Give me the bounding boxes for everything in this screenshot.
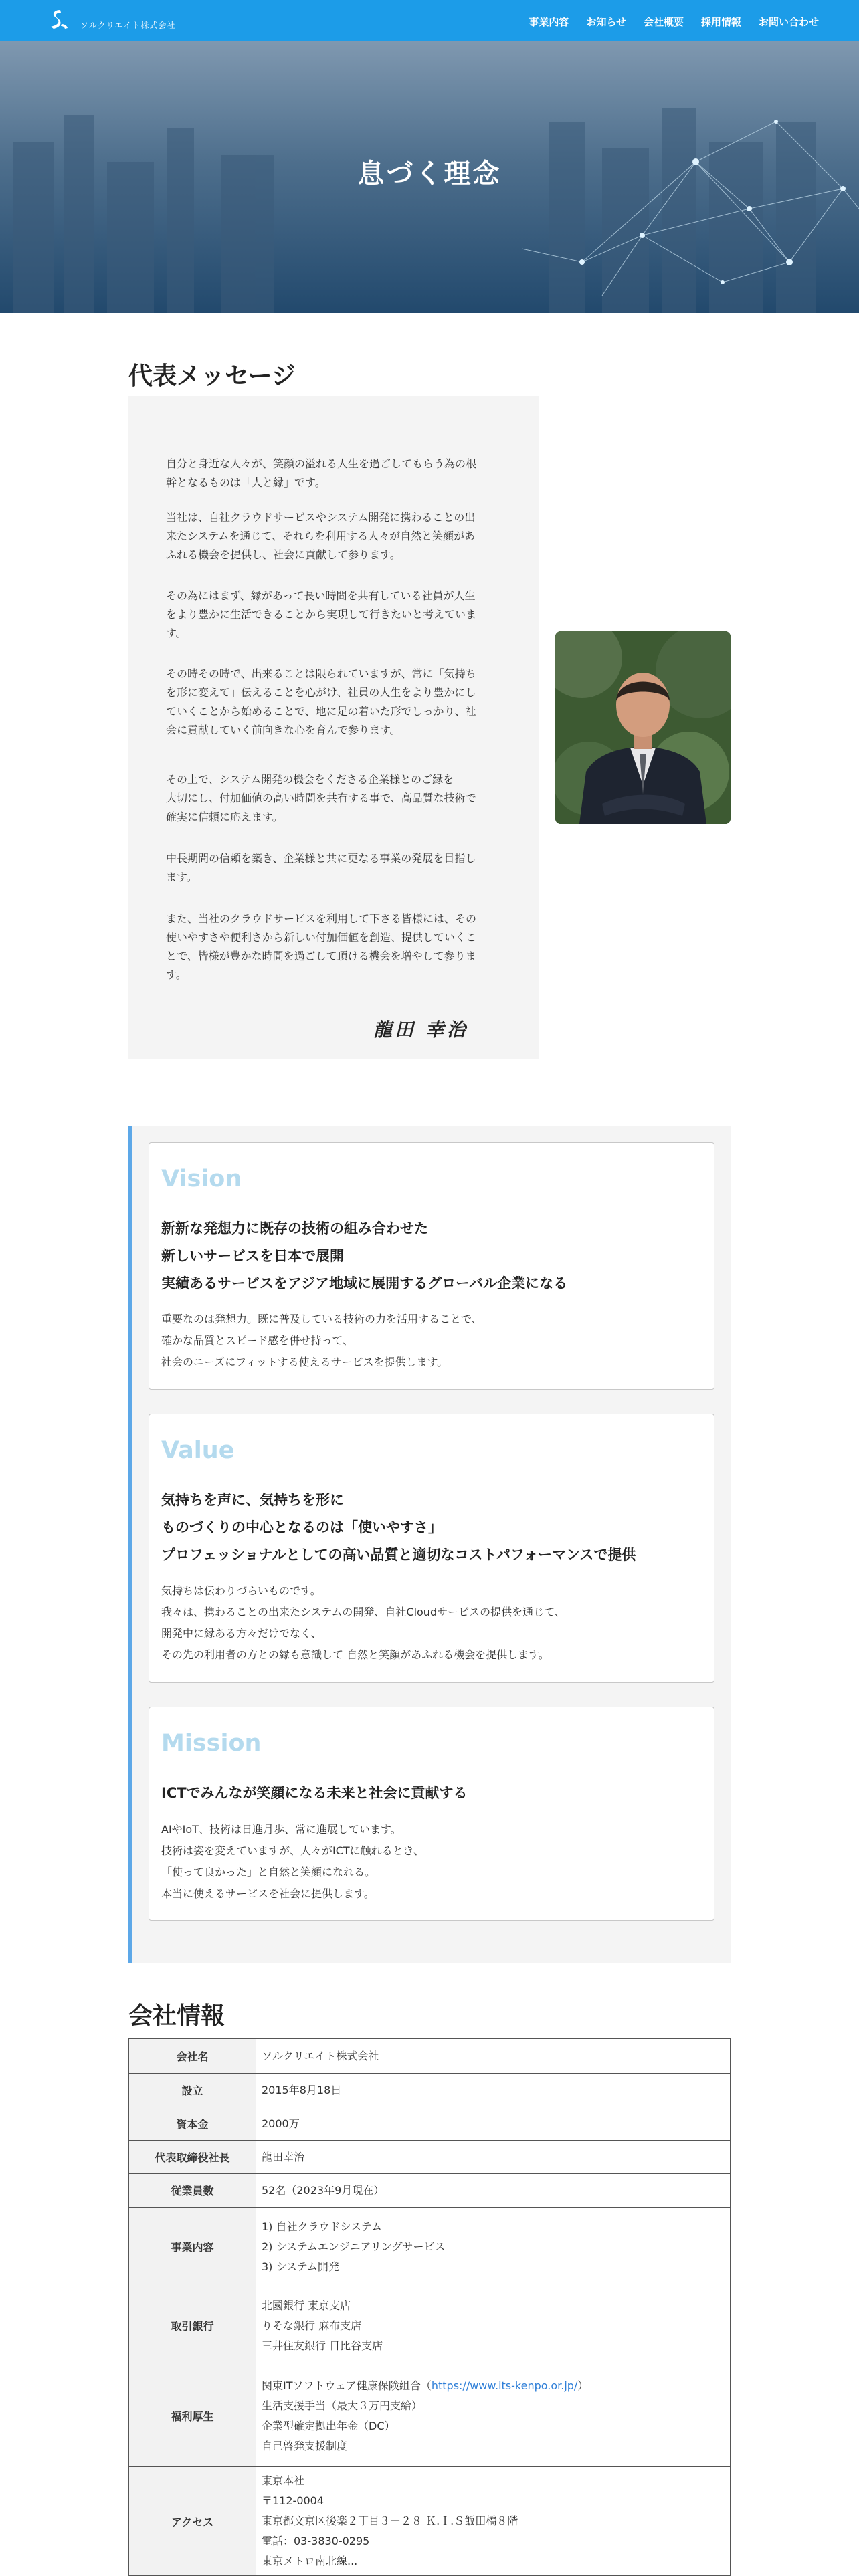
message-paragraph: その時その時で、出来ることは限られていますが、常に「気持ち を形に変えて」伝えることを心がけ、社員の人生をより豊かにし ていくことから始めることで、地に足の着いた形でしっかり、社 会に貢献していく前向きな心を育んで参ります。 (166, 667, 476, 736)
row-value: 2015年8月18日 (256, 2074, 731, 2107)
table-row (129, 2074, 731, 2107)
message-paragraph: 自分と身近な人々が、笑顔の溢れる人生を過ごしてもらう為の根 幹となるものは「人と縁」です。 (166, 457, 477, 489)
company-info-heading: 会社情報 (128, 2002, 225, 2030)
row-value: 関東ITソフトウェア健康保険組合（https://www.its-kenpo.or.jp/） 生活支援手当（最大３万円支給） 企業型確定拠出年金（DC） 自己啓発支援制度 (256, 2365, 731, 2467)
mission-body: 「使って良かった」と自然と笑顔になれる。 (161, 1866, 376, 1879)
table-row (129, 2365, 731, 2467)
value-headline: プロフェッショナルとしての高い品質と適切なコストパフォーマンスで提供 (161, 1547, 636, 1563)
value-body: 気持ちは伝わりづらいものです。 (161, 1584, 321, 1597)
nav-recruit[interactable]: 採用情報 (700, 16, 741, 28)
mission-body: 技術は姿を変えていますが、人々がICTに触れるとき、 (161, 1844, 425, 1857)
company-logo[interactable] (47, 8, 70, 32)
vision-body: 社会のニーズにフィットする使えるサービスを提供します。 (161, 1356, 448, 1368)
table-row (129, 2286, 731, 2365)
row-value: 龍田幸治 (256, 2141, 731, 2174)
vision-body: 確かな品質とスピード感を併せ持って、 (161, 1334, 354, 1347)
value-headline: ものづくりの中心となるのは「使いやすさ」 (161, 1519, 442, 1535)
company-info-table (128, 2038, 731, 2576)
row-label: 取引銀行 (129, 2286, 256, 2365)
value-body: その先の利用者の方との縁も意識して 自然と笑顔があふれる機会を提供します。 (161, 1648, 549, 1661)
ceo-message-box (128, 396, 539, 1059)
vision-title: Vision (161, 1166, 242, 1192)
value-body: 開発中に縁ある方々だけでなく、 (161, 1627, 322, 1640)
row-label: 資本金 (129, 2107, 256, 2141)
message-paragraph: 中長期間の信頼を築き、企業様と共に更なる事業の発展を目指し ます。 (166, 852, 476, 883)
mission-headline: ICTでみんなが笑顔になる未来と社会に貢献する (161, 1785, 468, 1801)
brand-name[interactable]: ソルクリエイト株式会社 (80, 21, 176, 30)
vision-card (149, 1142, 714, 1390)
health-insurance-link[interactable]: https://www.its-kenpo.or.jp/ (431, 2379, 578, 2392)
message-paragraph: その上で、システム開発の機会をくださる企業様とのご縁を 大切にし、付加価値の高い時間を共有する事で、高品質な技術で 確実に信頼に応えます。 (166, 773, 476, 823)
value-title: Value (161, 1437, 235, 1464)
row-label: 代表取締役社長 (129, 2141, 256, 2174)
value-body: 我々は、携わることの出来たシステムの開発、自社Cloudサービスの提供を通じて、 (161, 1606, 565, 1618)
mission-title: Mission (161, 1730, 262, 1757)
row-value: 1) 自社クラウドシステム 2) システムエンジニアリングサービス 3) システム開発 (256, 2208, 731, 2286)
table-row (129, 2107, 731, 2141)
main-nav (529, 15, 819, 29)
philosophy-section (128, 1126, 731, 1963)
table-row (129, 2174, 731, 2208)
message-heading: 代表メッセージ (128, 362, 296, 390)
mission-card (149, 1707, 714, 1921)
table-row (129, 2141, 731, 2174)
message-paragraph: 当社は、自社クラウドサービスやシステム開発に携わることの出 来たシステムを通じて、それらを利用する人々が自然と笑顔があ ふれる機会を提供し、社会に貢献して参ります。 (166, 511, 476, 561)
ceo-signature: 龍田 幸治 (373, 1018, 468, 1041)
ceo-photo (555, 631, 731, 824)
table-row (129, 2467, 731, 2576)
message-paragraph: また、当社のクラウドサービスを利用して下さる皆様には、その 使いやすさや便利さから新しい付加価値を創造、提供していくこ とで、皆様が豊かな時間を過ごして頂ける機会を増やして参りま す。 (166, 912, 477, 981)
vision-body: 重要なのは発想力。既に普及している技術の力を活用することで、 (161, 1313, 482, 1325)
row-value: 北國銀行 東京支店 りそな銀行 麻布支店 三井住友銀行 日比谷支店 (256, 2286, 731, 2365)
row-label: 設立 (129, 2074, 256, 2107)
row-value: ソルクリエイト株式会社 (256, 2039, 731, 2074)
row-value: 52名（2023年9月現在） (256, 2174, 731, 2208)
table-row (129, 2039, 731, 2074)
vision-headline: 新新な発想力に既存の技術の組み合わせた (161, 1220, 428, 1237)
row-label: アクセス (129, 2467, 256, 2576)
hero-title: 息づく理念 (357, 158, 502, 189)
nav-services[interactable]: 事業内容 (529, 16, 569, 28)
vision-headline: 新しいサービスを日本で展開 (161, 1248, 344, 1264)
message-paragraph: その為にはまず、縁があって長い時間を共有している社員が人生 をより豊かに生活できることから実現して行きたいと考えていま す。 (166, 589, 477, 639)
value-headline: 気持ちを声に、気持ちを形に (161, 1492, 344, 1508)
nav-news[interactable]: お知らせ (586, 16, 626, 28)
row-label: 福利厚生 (129, 2365, 256, 2467)
mission-body: 本当に使えるサービスを社会に提供します。 (161, 1887, 375, 1900)
mission-body: AIやIoT、技術は日進月歩、常に進展しています。 (161, 1823, 401, 1836)
hero-banner (0, 41, 859, 313)
nav-company[interactable]: 会社概要 (643, 16, 684, 28)
row-value: 2000万 (256, 2107, 731, 2141)
table-row (129, 2208, 731, 2286)
row-label: 事業内容 (129, 2208, 256, 2286)
vision-headline: 実績あるサービスをアジア地域に展開するグローバル企業になる (161, 1275, 568, 1291)
row-label: 会社名 (129, 2039, 256, 2074)
value-card (149, 1414, 714, 1683)
row-value: 東京本社 〒112-0004 東京都文京区後楽２丁目３－２８ Ｋ.Ｉ.Ｓ飯田橋８階 電話：03-3830-0295 東京メトロ南北線... (256, 2467, 731, 2576)
row-label: 従業員数 (129, 2174, 256, 2208)
nav-contact[interactable]: お問い合わせ (758, 16, 819, 28)
site-header (0, 0, 859, 41)
